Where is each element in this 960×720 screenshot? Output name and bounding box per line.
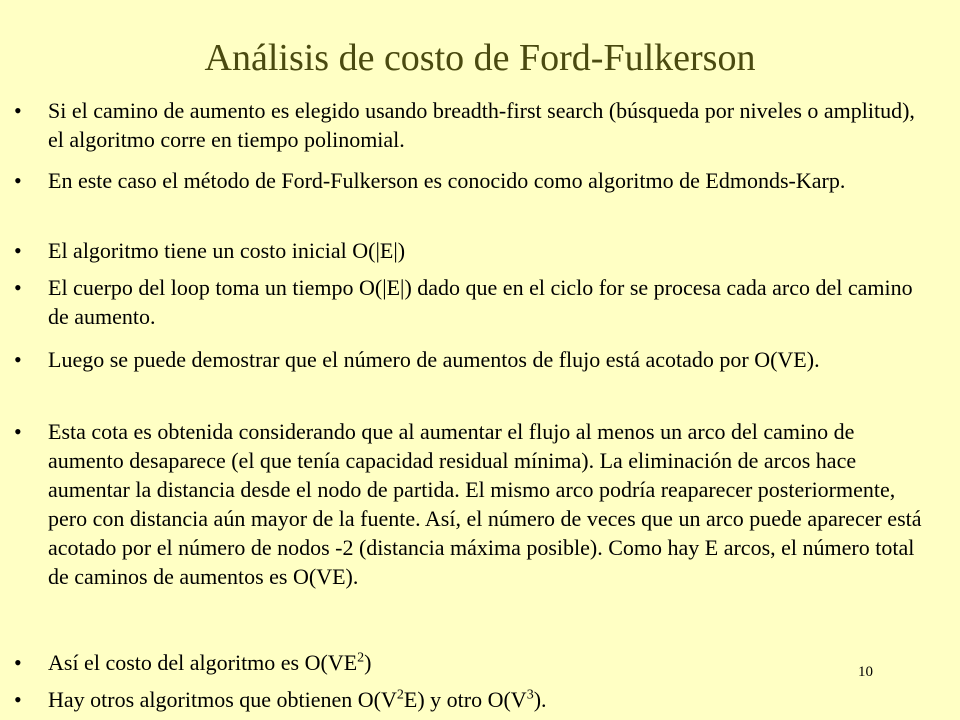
- superscript: 2: [357, 650, 365, 666]
- bullet-text: El algoritmo tiene un costo inicial O(|E|): [48, 238, 406, 263]
- bullet-marker: •: [14, 275, 22, 300]
- superscript: 2: [396, 687, 404, 703]
- bullet-marker: •: [14, 650, 22, 675]
- bullet-text: Así el costo del algoritmo es $O(VE^2)$: [48, 650, 372, 675]
- superscript: 3: [526, 687, 534, 703]
- bullet-marker: •: [14, 347, 22, 372]
- bullet-text: Si el camino de aumento es elegido usando breadth-first search (búsqueda por niveles o amplitud), el algoritmo corre en tiempo polinomial.: [48, 98, 915, 152]
- page-number: 10: [858, 664, 873, 680]
- bullet-marker: •: [14, 687, 22, 712]
- bullet-text: Hay otros algoritmos que obtienen $O(V^2E)$ y otro $O(V^3)$.: [48, 687, 547, 712]
- slide-title: Análisis de costo de Ford-Fulkerson: [204, 37, 756, 79]
- bullet-text: El cuerpo del loop toma un tiempo O(|E|) dado que en el ciclo for se procesa cada arco del camino de aumento.: [48, 275, 913, 329]
- bullet-text: Esta cota es obtenida considerando que al aumentar el flujo al menos un arco del camino de aumento desaparece (el que tenía capacidad residual mínima). La eliminación de arcos hace aumentar la distancia desde el nodo de partida. El mismo arco podría reaparecer posteriormente, pero con distancia aún mayor de la fuente. Así, el número de veces que un arco puede aparecer está acotado por el número de nodos -2 (distancia máxima posible). Como hay E arcos, el número total de caminos de aumentos es O(VE).: [48, 419, 922, 589]
- bullet-marker: •: [14, 168, 22, 193]
- bullet-marker: •: [14, 98, 22, 123]
- bullet-marker: •: [14, 238, 22, 263]
- bullet-text: Luego se puede demostrar que el número de aumentos de flujo está acotado por O(VE).: [48, 347, 820, 372]
- bullet-marker: •: [14, 419, 22, 444]
- bullet-text: En este caso el método de Ford-Fulkerson es conocido como algoritmo de Edmonds-Karp.: [48, 168, 846, 193]
